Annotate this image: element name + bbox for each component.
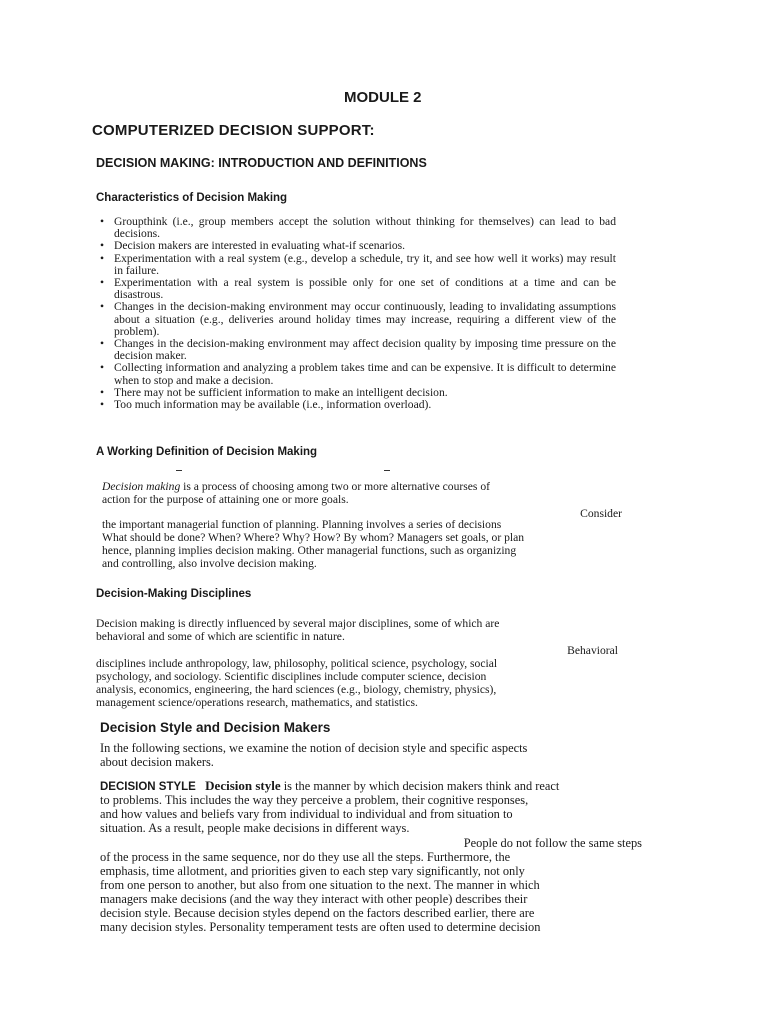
stray-mark (384, 470, 390, 471)
disciplines-line: management science/operations research, mathematics, and statistics. (96, 696, 418, 709)
decision-style-heading: Decision Style and Decision Makers (100, 720, 331, 735)
decision-style-term: Decision style (205, 778, 281, 793)
definition-line: and controlling, also involve decision making. (102, 557, 317, 570)
style-paragraph-line: managers make decisions (and the way they interact with other people) describes their (100, 892, 528, 906)
definition-line: What should be done? When? Where? Why? How? By whom? Managers set goals, or plan (102, 531, 525, 544)
definition-line: hence, planning implies decision making. Other managerial functions, such as organizing (102, 544, 517, 557)
list-item: • Groupthink (i.e., group members accept the solution without thinking for themselves) can lead to bad decisions. (96, 216, 616, 240)
definition-line: action for the purpose of attaining one or more goals. (102, 493, 349, 506)
style-paragraph-line: many decision styles. Personality temperament tests are often used to determine decision (100, 920, 541, 934)
style-intro-line: In the following sections, we examine the notion of decision style and specific aspects (100, 741, 528, 755)
stray-mark (176, 470, 182, 471)
section-title: DECISION MAKING: INTRODUCTION AND DEFINITIONS (96, 156, 427, 170)
module-title: MODULE 2 (344, 89, 422, 106)
definition-line: the important managerial function of planning. Planning involves a series of decisions (102, 518, 502, 531)
list-item: • Changes in the decision-making environment may occur continuously, leading to invalidating assumptions about a situation (e.g., deliveries around holiday times may increase, requiring a different view of the problem). (96, 301, 616, 338)
disciplines-line: Behavioral (567, 644, 618, 657)
disciplines-line: behavioral and some of which are scientific in nature. (96, 630, 345, 643)
disciplines-line: analysis, economics, engineering, the hard sciences (e.g., biology, chemistry, physics), (96, 683, 497, 696)
style-paragraph-line: situation. As a result, people make decisions in different ways. (100, 821, 410, 835)
characteristics-list (96, 216, 616, 411)
definition-line: Consider (580, 507, 622, 520)
style-paragraph-line: and how values and beliefs vary from individual to individual and from situation to (100, 807, 513, 821)
disciplines-line: psychology, and sociology. Scientific disciplines include computer science, decision (96, 670, 487, 683)
chapter-title: COMPUTERIZED DECISION SUPPORT: (92, 122, 375, 139)
disciplines-line: disciplines include anthropology, law, philosophy, political science, psychology, social (96, 657, 498, 670)
style-paragraph-line: to problems. This includes the way they perceive a problem, their cognitive responses, (100, 793, 529, 807)
disciplines-line: Decision making is directly influenced by several major disciplines, some of which are (96, 617, 500, 630)
style-paragraph-line: of the process in the same sequence, nor do they use all the steps. Furthermore, the (100, 850, 511, 864)
decision-style-label: DECISION STYLE (100, 781, 196, 793)
style-paragraph-line: from one person to another, but also from one situation to the next. The manner in which (100, 878, 540, 892)
list-item: • Experimentation with a real system is possible only for one set of conditions at a time and can be disastrous. (96, 277, 616, 301)
list-item: • Too much information may be available (i.e., information overload). (96, 399, 616, 411)
style-intro-line: about decision makers. (100, 755, 214, 769)
working-definition-heading: A Working Definition of Decision Making (96, 446, 318, 458)
disciplines-heading: Decision-Making Disciplines (96, 588, 252, 600)
list-item: • Collecting information and analyzing a problem takes time and can be expensive. It is difficult to determine when to stop and make a decision. (96, 362, 616, 386)
style-paragraph-line: People do not follow the same steps (463, 836, 642, 850)
list-item: • Changes in the decision-making environment may affect decision quality by imposing time pressure on the decision maker. (96, 338, 616, 362)
style-paragraph-line: DECISION STYLE Decision style is the manner by which decision makers think and react (100, 778, 560, 793)
style-paragraph-line: emphasis, time allotment, and priorities given to each step vary significantly, not only (100, 864, 525, 878)
style-paragraph-line: decision style. Because decision styles depend on the factors described earlier, there are (100, 906, 535, 920)
definition-term: Decision making (102, 480, 181, 493)
list-item: • Experimentation with a real system (e.g., develop a schedule, try it, and see how well it works) may result in failure. (96, 253, 616, 277)
list-item: • There may not be sufficient information to make an intelligent decision. (96, 387, 616, 399)
list-item: • Decision makers are interested in evaluating what-if scenarios. (96, 240, 616, 252)
characteristics-heading: Characteristics of Decision Making (96, 192, 288, 204)
definition-line: Decision making is a process of choosing among two or more alternative courses of (102, 480, 490, 493)
